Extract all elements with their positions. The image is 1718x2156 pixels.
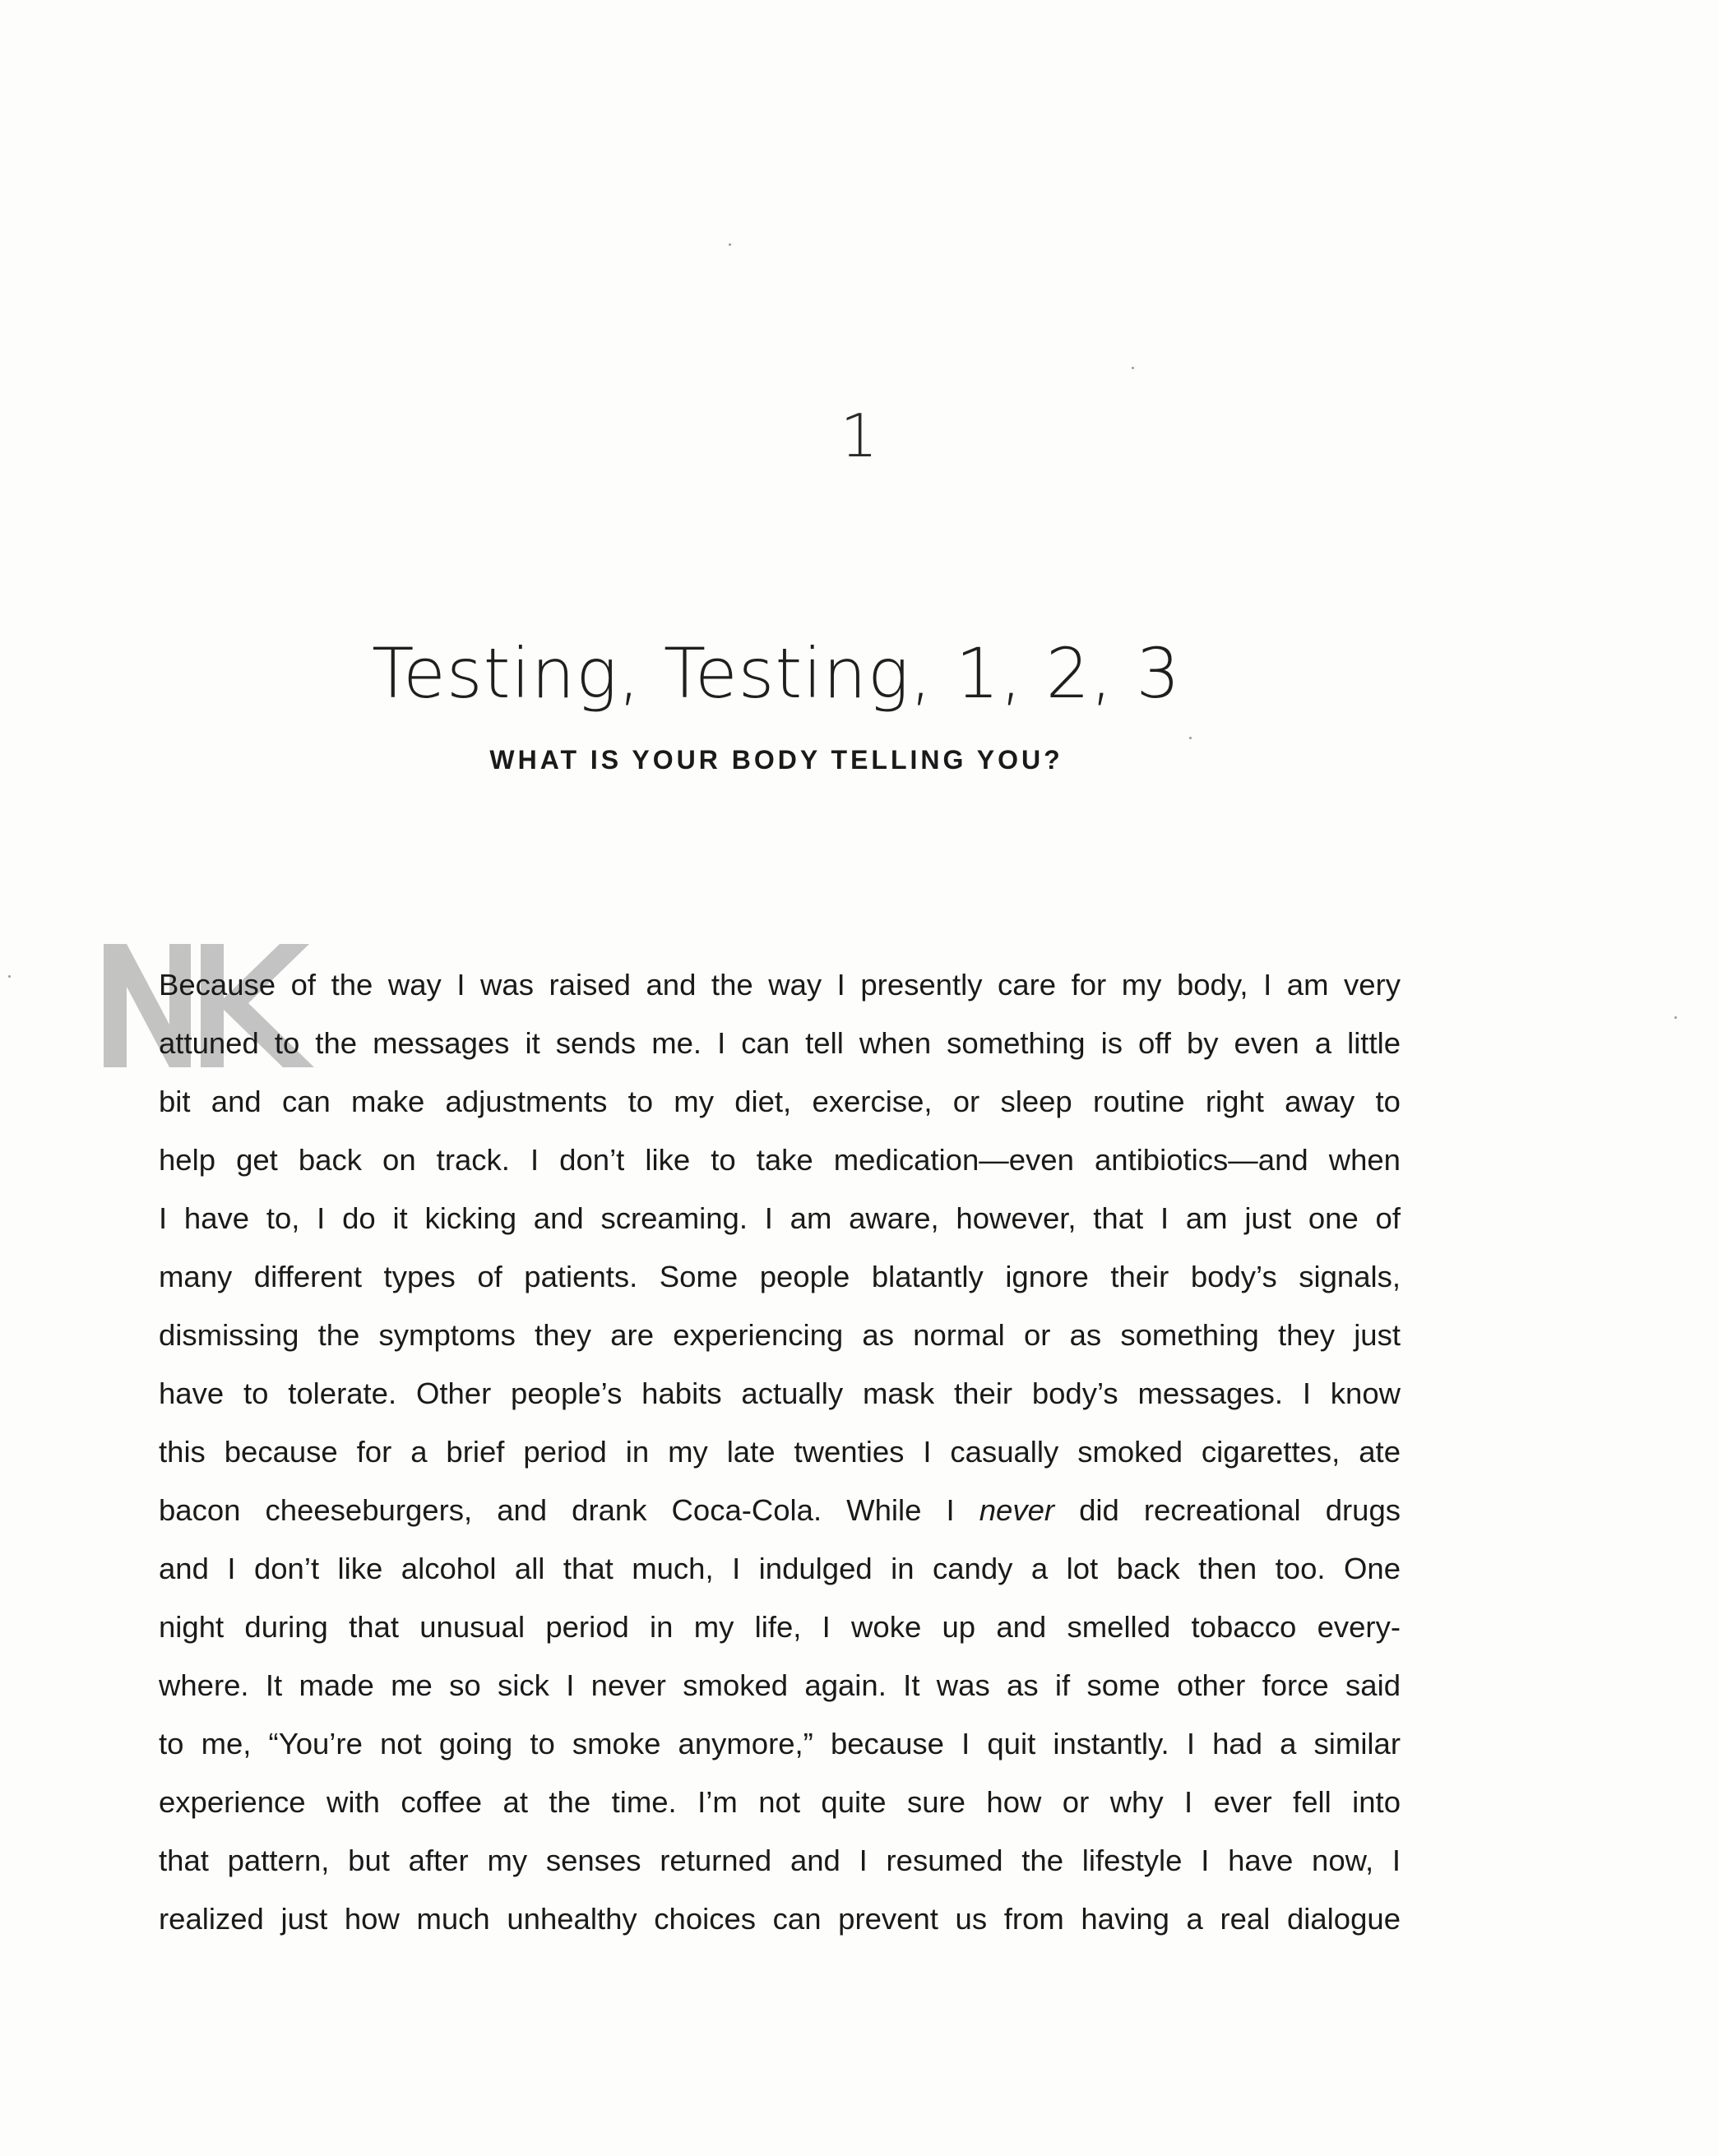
scan-speck [1132, 367, 1134, 369]
body-paragraph [159, 955, 1401, 1948]
body-line-11: and I don’t like alcohol all that much, I indulged in candy a lot back then too. One [159, 1552, 1401, 1585]
scan-speck [729, 243, 731, 246]
chapter-subtitle: WHAT IS YOUR BODY TELLING YOU? [489, 745, 1063, 775]
chapter-number: 1 [840, 401, 878, 470]
body-line-17: realized just how much unhealthy choices can prevent us from having a real dialogue [159, 1902, 1401, 1936]
scan-speck [1674, 1016, 1677, 1019]
body-line-15: experience with coffee at the time. I’m not quite sure how or why I ever fell into [159, 1785, 1401, 1819]
body-line-16: that pattern, but after my senses returned and I resumed the lifestyle I have now, I [159, 1844, 1401, 1877]
body-line-6: many different types of patients. Some people blatantly ignore their body’s signals, [159, 1260, 1401, 1293]
body-line-7: dismissing the symptoms they are experiencing as normal or as something they just [159, 1318, 1401, 1352]
body-line-8: have to tolerate. Other people’s habits actually mask their body’s messages. I know [159, 1376, 1401, 1410]
body-line-4: help get back on track. I don’t like to take medication—even antibiotics—and when [159, 1143, 1401, 1177]
body-line-3: bit and can make adjustments to my diet, exercise, or sleep routine right away to [159, 1085, 1401, 1118]
body-line-12: night during that unusual period in my life, I woke up and smelled tobacco every- [159, 1610, 1401, 1644]
emphasis-never: never [979, 1493, 1055, 1527]
chapter-title: Testing, Testing, 1, 2, 3 [372, 633, 1181, 714]
body-line-14: to me, “You’re not going to smoke anymore,” because I quit instantly. I had a similar [159, 1727, 1401, 1760]
scan-speck [1189, 737, 1192, 739]
body-line-13: where. It made me so sick I never smoked again. It was as if some other force said [159, 1668, 1401, 1702]
scan-speck [8, 975, 11, 978]
body-line-2: attuned to the messages it sends me. I can tell when something is off by even a little [159, 1026, 1401, 1060]
body-line-5: I have to, I do it kicking and screaming. I am aware, however, that I am just one of [159, 1201, 1401, 1235]
body-line-10: bacon cheeseburgers, and drank Coca-Cola. While I never did recreational drugs [159, 1493, 1401, 1527]
body-line-9: this because for a brief period in my late twenties I casually smoked cigarettes, ate [159, 1435, 1401, 1469]
body-line-1: Because of the way I was raised and the way I presently care for my body, I am very [159, 968, 1401, 1002]
